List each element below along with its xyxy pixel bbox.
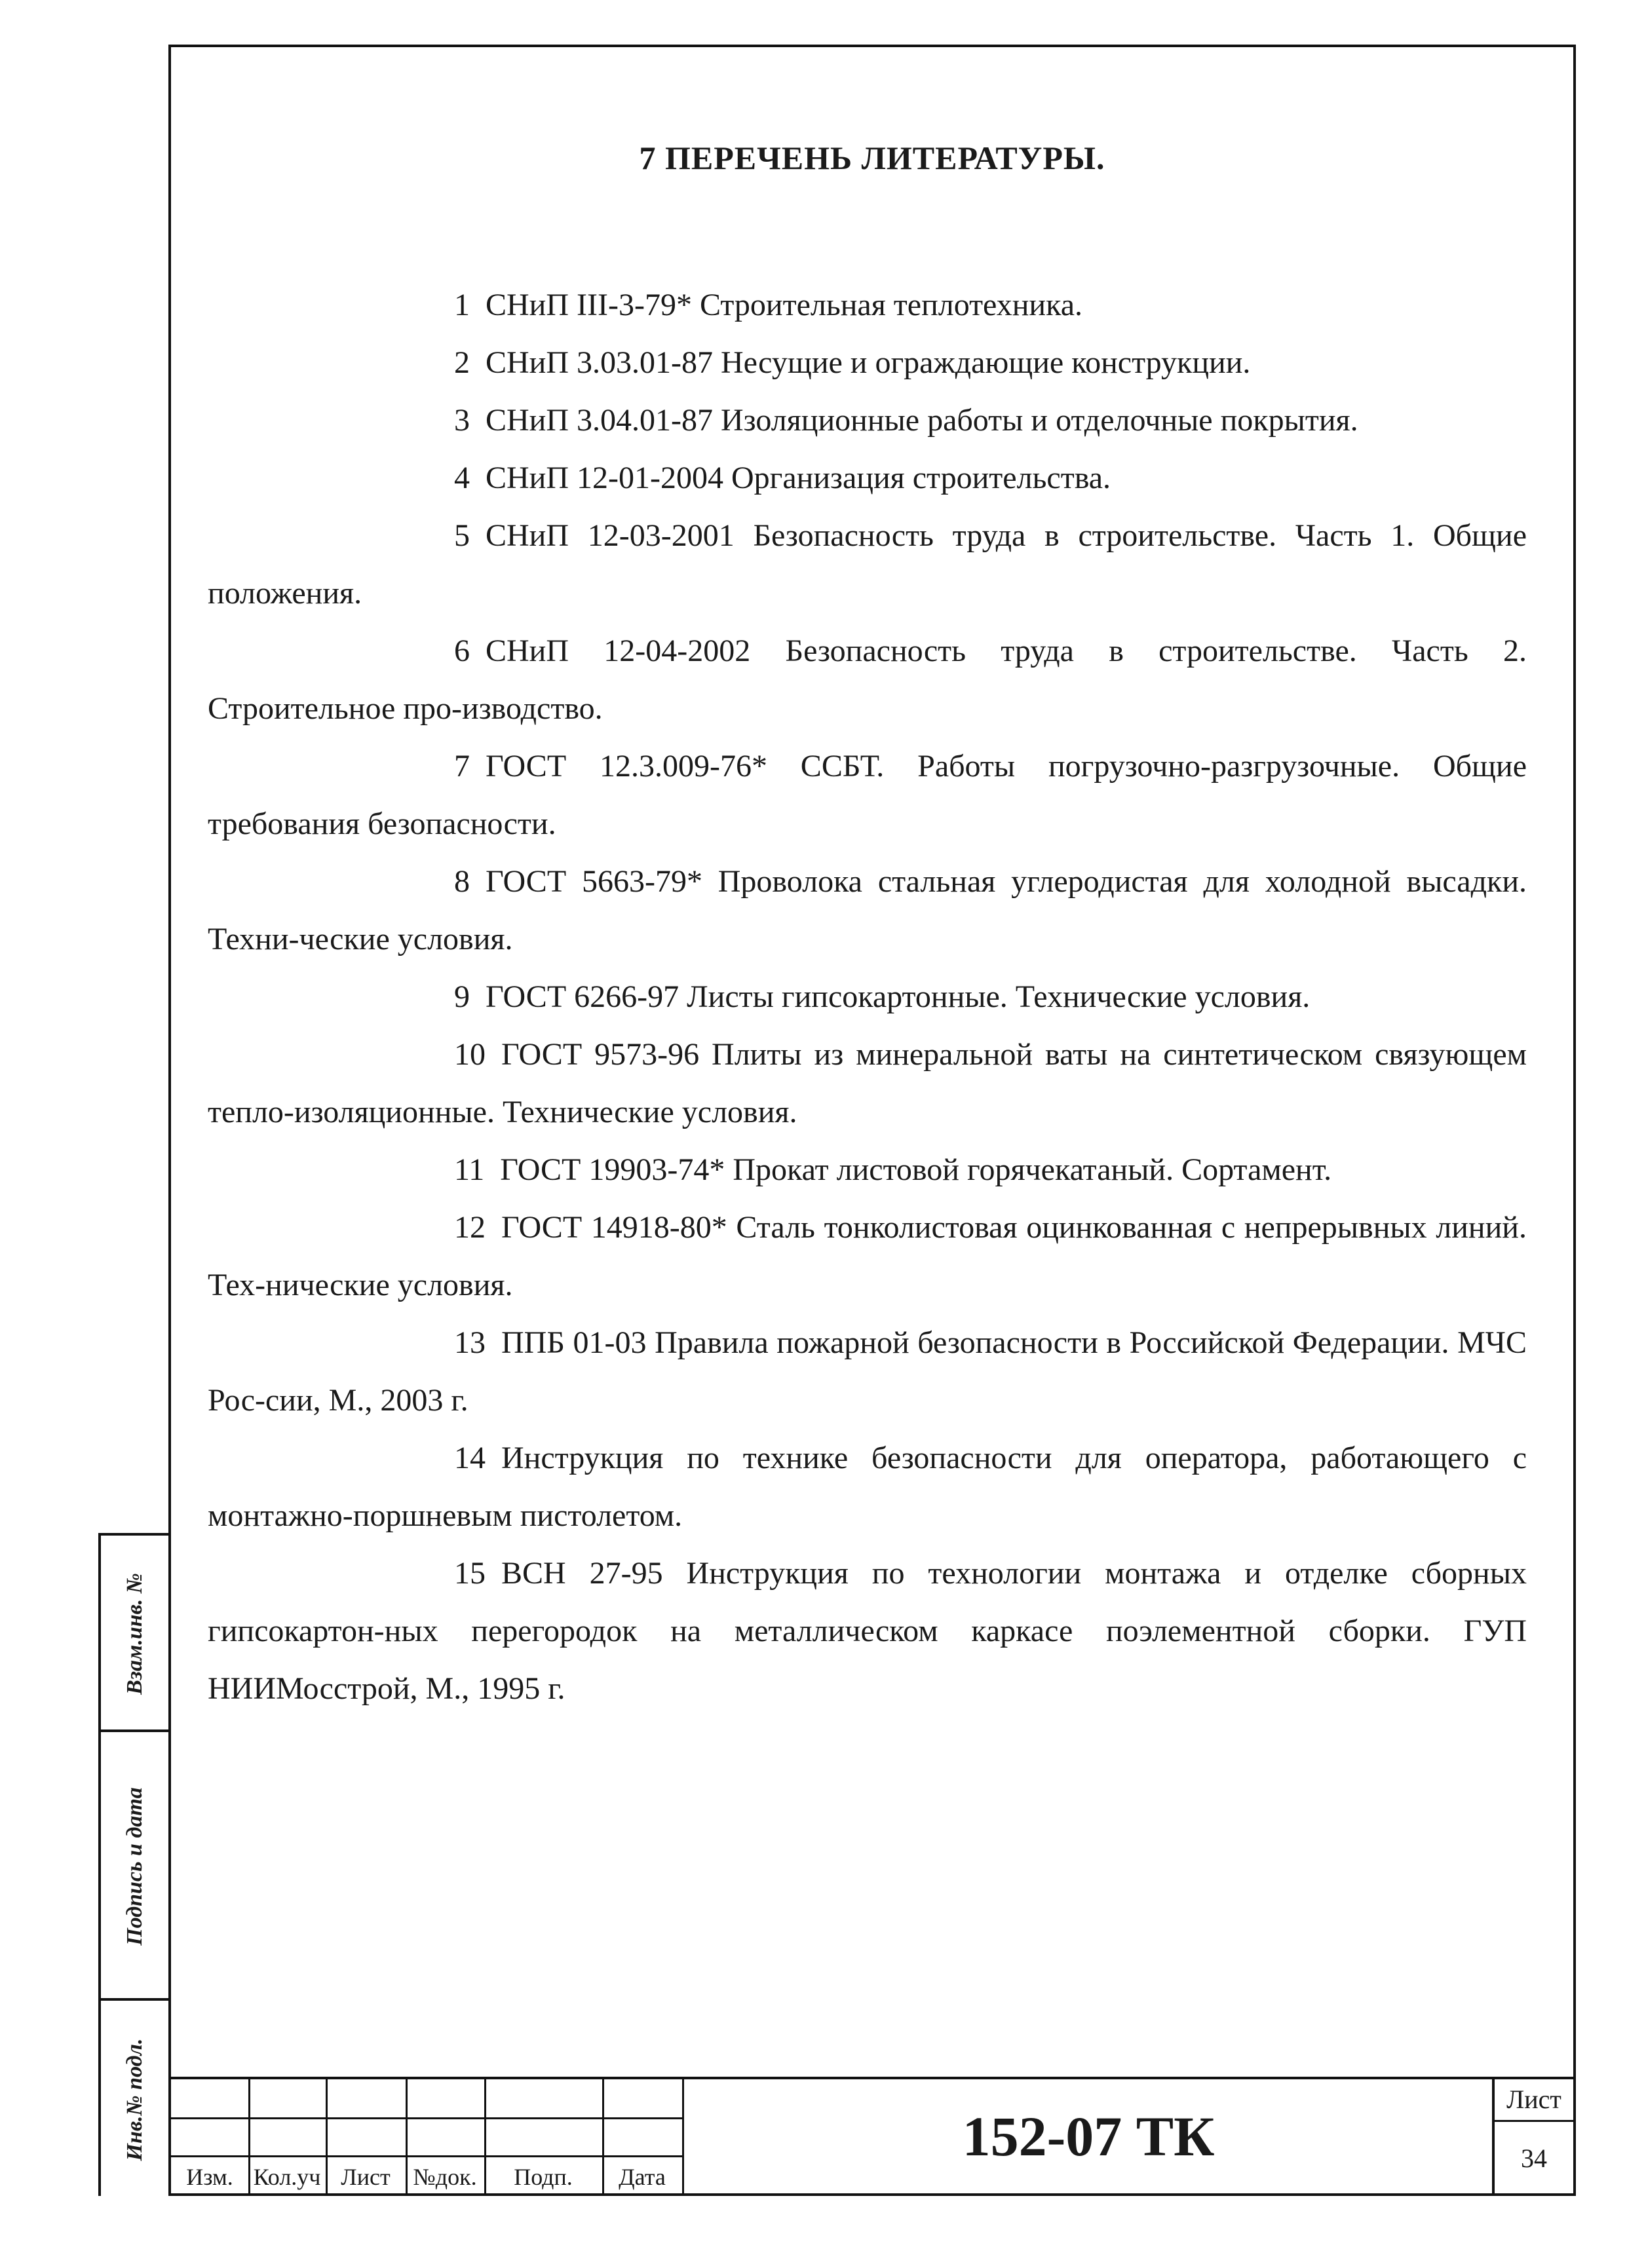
item-number: 5 [454, 518, 470, 553]
list-item [208, 392, 1527, 449]
item-text: СНиП 12-04-2002 Безопасность труда в строительстве. Часть 2. Строительное про-изводство. [208, 633, 1527, 726]
list-item [208, 1199, 1527, 1314]
col-label-data: Дата [619, 2164, 666, 2190]
col-label-podp: Подп. [514, 2164, 573, 2190]
item-text: ГОСТ 5663-79* Проволока стальная углеродистая для холодной высадки. Техни-ческие условия. [208, 864, 1527, 956]
item-text: СНиП III-3-79* Строительная теплотехника. [486, 288, 1082, 322]
item-number: 11 [454, 1152, 485, 1187]
item-text: СНиП 12-03-2001 Безопасность труда в строительстве. Часть 1. Общие положения. [208, 518, 1527, 611]
list-item [208, 507, 1527, 622]
item-number: 2 [454, 345, 470, 380]
revision-grid [171, 2079, 682, 2193]
item-text: ППБ 01-03 Правила пожарной безопасности в Российской Федерации. МЧС Рос-сии, М., 2003 г. [208, 1325, 1527, 1418]
item-number: 6 [454, 633, 470, 668]
list-item [208, 1314, 1527, 1429]
col-label-izm: Изм. [186, 2164, 233, 2190]
sheet-number: 34 [1521, 2143, 1547, 2173]
item-number: 4 [454, 461, 470, 495]
item-text: ГОСТ 19903-74* Прокат листовой горячекатаный. Сортамент. [500, 1152, 1332, 1187]
item-text: ГОСТ 9573-96 Плиты из минеральной ваты на синтетическом связующем тепло-изоляционные. Технические условия. [208, 1037, 1527, 1129]
sheet-label: Лист [1495, 2079, 1573, 2122]
item-text: СНиП 3.04.01-87 Изоляционные работы и отделочные покрытия. [486, 403, 1358, 438]
side-stamp-podpis-data: Подпись и дата [122, 1787, 147, 1946]
item-number: 14 [454, 1441, 486, 1475]
list-item [208, 622, 1527, 738]
item-text: СНиП 3.03.01-87 Несущие и ограждающие конструкции. [486, 345, 1251, 380]
item-number: 9 [454, 979, 470, 1014]
item-text: ГОСТ 12.3.009-76* ССБТ. Работы погрузочно-разгрузочные. Общие требования безопасности. [208, 749, 1527, 841]
side-stamp-vzam-inv-box [101, 1533, 168, 1732]
side-stamp [98, 1533, 168, 2196]
list-item [208, 738, 1527, 853]
col-label-ndok: №док. [413, 2164, 477, 2190]
page-title: 7 ПЕРЕЧЕНЬ ЛИТЕРАТУРЫ. [639, 140, 1105, 176]
reference-list [208, 276, 1527, 1718]
item-text: ГОСТ 14918-80* Сталь тонколистовая оцинкованная с непрерывных линий. Тех-нические условия. [208, 1210, 1527, 1302]
item-number: 13 [454, 1325, 486, 1360]
item-number: 10 [454, 1037, 486, 1072]
item-text: СНиП 12-01-2004 Организация строительства. [486, 461, 1111, 495]
item-text: Инструкция по технике безопасности для оператора, работающего с монтажно-поршневым пистолетом. [208, 1441, 1527, 1533]
list-item [208, 276, 1527, 334]
list-item [208, 449, 1527, 507]
side-stamp-inv-podl: Инв.№ подл. [122, 2038, 147, 2161]
item-number: 15 [454, 1556, 486, 1591]
document-code: 152-07 ТК [962, 2105, 1215, 2168]
drawing-frame [168, 45, 1576, 2196]
col-label-kol-uch: Кол.уч [253, 2164, 321, 2190]
list-item [208, 1429, 1527, 1545]
item-number: 7 [454, 749, 470, 784]
list-item [208, 968, 1527, 1026]
item-number: 1 [454, 288, 470, 322]
list-item [208, 1141, 1527, 1199]
title-block [171, 2077, 1573, 2193]
item-text: ВСН 27-95 Инструкция по технологии монтажа и отделке сборных гипсокартон-ных перегородок на металлическом каркасе поэлементной сборки. ГУП НИИМосстрой, М., 1995 г. [208, 1556, 1527, 1706]
sheet-box [1492, 2079, 1573, 2193]
list-item [208, 334, 1527, 392]
side-stamp-inv-podl-box [101, 1998, 168, 2199]
list-item [208, 853, 1527, 968]
item-number: 8 [454, 864, 470, 899]
item-number: 3 [454, 403, 470, 438]
item-text: ГОСТ 6266-97 Листы гипсокартонные. Технические условия. [486, 979, 1311, 1014]
list-item [208, 1026, 1527, 1141]
side-stamp-podpis-box [101, 1729, 168, 2001]
item-number: 12 [454, 1210, 486, 1245]
col-label-list: Лист [341, 2164, 391, 2190]
side-stamp-vzam-inv: Взам.инв. № [122, 1573, 147, 1695]
list-item [208, 1545, 1527, 1718]
